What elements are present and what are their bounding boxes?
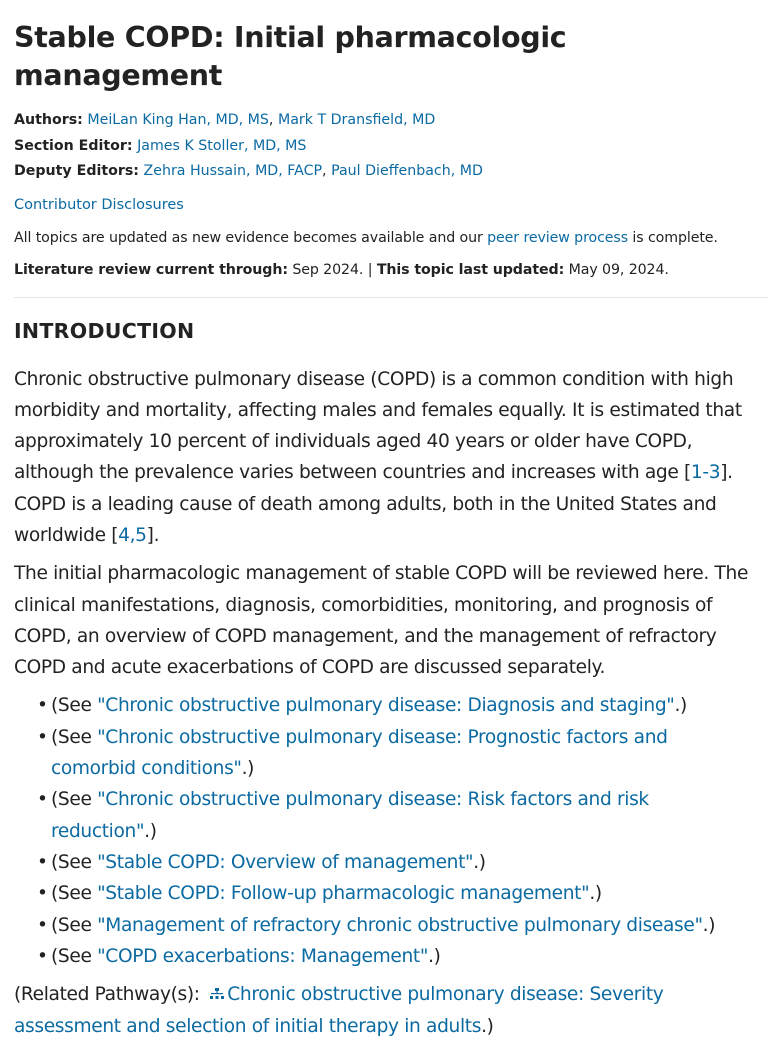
disclosures-row: [14, 194, 754, 216]
deputy-editors-label: Deputy Editors:: [14, 163, 139, 179]
section-editor-label: Section Editor:: [14, 137, 133, 154]
reference-link-1-3[interactable]: 1-3: [690, 462, 721, 484]
list-item: • (See "COPD exacerbations: Management".): [51, 941, 754, 972]
authors-row: Authors: MeiLan King Han, MD, MS, Mark T Dransfield, MD: [14, 112, 436, 128]
peer-review-process-link[interactable]: peer review process: [487, 229, 628, 246]
section-heading-introduction: INTRODUCTION: [14, 318, 195, 343]
section-editor-link[interactable]: James K Stoller, MD, MS: [137, 137, 307, 154]
reference-link-4-5[interactable]: 4,5: [118, 524, 147, 546]
see-link-prognostic-factors[interactable]: "Chronic obstructive pulmonary disease: Prognostic factors and comorbid conditions": [51, 726, 668, 780]
last-updated-value: May 09, 2024.: [564, 261, 669, 278]
intro-paragraph-2: The initial pharmacologic management of stable COPD will be reviewed here. The clinical manifestations, diagnosis, comorbidities, monitoring, and prognosis of COPD, an overview of COPD management, and the management of refractory COPD and acute exacerbations of COPD are discussed separately.: [14, 563, 749, 679]
pathway-icon[interactable]: [209, 979, 225, 1010]
list-item: • (See "Stable COPD: Overview of management".): [51, 847, 754, 878]
page-title: Stable COPD: Initial pharmacologic management: [14, 21, 567, 92]
author-link-dransfield[interactable]: Mark T Dransfield, MD: [277, 112, 436, 128]
deputy-editor-link-hussain[interactable]: Zehra Hussain, MD, FACP: [143, 163, 323, 179]
see-link-risk-factors[interactable]: "Chronic obstructive pulmonary disease: Risk factors and risk reduction": [51, 789, 649, 842]
see-link-overview-management[interactable]: "Stable COPD: Overview of management": [97, 851, 474, 873]
list-item: • (See "Chronic obstructive pulmonary disease: Prognostic factors and comorbid conditions".): [51, 722, 754, 785]
see-also-list: [14, 690, 754, 972]
see-link-exacerbations[interactable]: "COPD exacerbations: Management": [97, 945, 429, 967]
section-editor-row: [14, 134, 754, 160]
last-updated-label: This topic last updated:: [376, 261, 565, 278]
authors-label: Authors:: [14, 112, 83, 128]
update-notice: All topics are updated as new evidence becomes available and our peer review process is complete.: [14, 229, 718, 246]
see-link-refractory-copd[interactable]: "Management of refractory chronic obstructive pulmonary disease": [97, 914, 703, 936]
list-item: • (See "Management of refractory chronic obstructive pulmonary disease".): [51, 910, 754, 941]
literature-review-value: Sep 2024. |: [287, 261, 377, 278]
see-link-diagnosis-staging[interactable]: "Chronic obstructive pulmonary disease: Diagnosis and staging": [97, 695, 675, 717]
review-dates: [14, 260, 754, 280]
list-item: • (See "Chronic obstructive pulmonary disease: Risk factors and risk reduction".): [51, 784, 754, 847]
intro-paragraph-1: Chronic obstructive pulmonary disease (COPD) is a common condition with high morbidity and mortality, affecting males and females equally. It is estimated that approximately 10 percent of individuals aged 40 years or older have COPD, although the prevalence varies between countries and increases with age [1-3]. COPD is a leading cause of death among adults, both in the United States and worldwide [4,5].: [14, 368, 742, 546]
author-link-han[interactable]: MeiLan King Han, MD, MS: [87, 112, 269, 128]
list-item: • (See "Chronic obstructive pulmonary disease: Diagnosis and staging".): [51, 690, 754, 721]
pathway-link-severity-assessment[interactable]: Chronic obstructive pulmonary disease: Severity assessment and selection of initial therapy in adults: [14, 984, 664, 1037]
related-pathway: (Related Pathway(s): Chronic obstructive pulmonary disease: Severity assessment and selection of initial therapy in adults.): [14, 979, 754, 1042]
deputy-editor-link-dieffenbach[interactable]: Paul Dieffenbach, MD: [331, 163, 483, 179]
header-divider: [14, 297, 768, 298]
contributor-disclosures-link[interactable]: Contributor Disclosures: [14, 196, 184, 213]
list-item: • (See "Stable COPD: Follow-up pharmacologic management".): [51, 878, 754, 909]
literature-review-label: Literature review current through:: [14, 261, 288, 278]
see-link-follow-up-management[interactable]: "Stable COPD: Follow-up pharmacologic management": [97, 883, 590, 905]
byline: [14, 108, 754, 185]
deputy-editors-row: Deputy Editors: Zehra Hussain, MD, FACP, Paul Dieffenbach, MD: [14, 163, 483, 179]
